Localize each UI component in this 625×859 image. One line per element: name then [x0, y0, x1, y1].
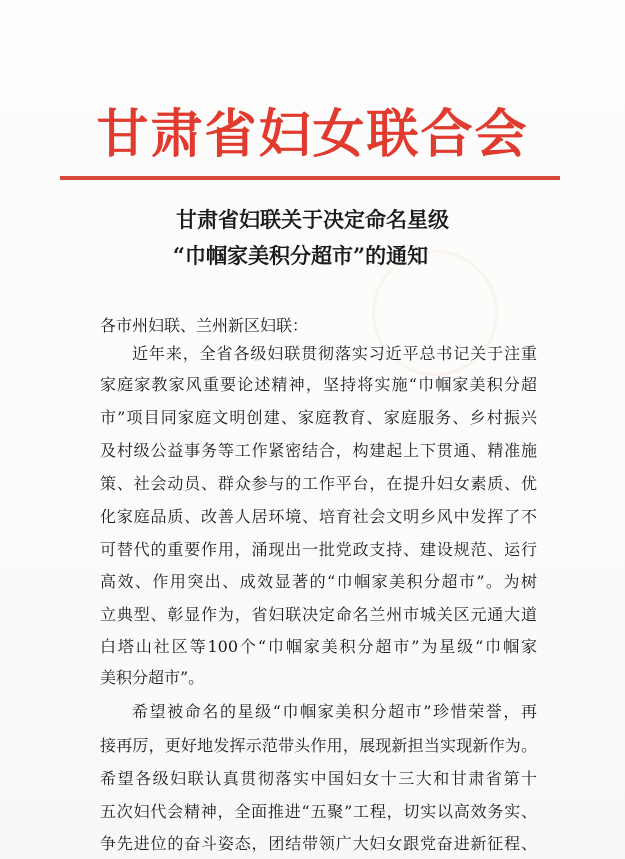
notice-title-line-1: 甘肃省妇联关于决定命名星级: [176, 207, 449, 232]
body-line: 美积分超市”。: [100, 668, 205, 687]
body-line: 化家庭品质、改善人居环境、培育社会文明乡风中发挥了不: [100, 507, 537, 526]
body-line: 高效、作用突出、成效显著的“巾帼家美积分超市”。为树: [100, 572, 537, 591]
body-line: 争先进位的奋斗姿态，团结带领广大妇女跟党奋进新征程、: [100, 834, 537, 853]
body-line: 接再厉，更好地发挥示范带头作用，展现新担当实现新作为。: [100, 736, 537, 755]
body-line: 希望被命名的星级“巾帼家美积分超市”珍惜荣誉，再: [132, 702, 537, 721]
body-line: 可替代的重要作用，涌现出一批党政支持、建设规范、运行: [100, 540, 537, 559]
org-letterhead-title: 甘肃省妇女联合会: [96, 105, 529, 165]
body-line: 立典型、彰显作为，省妇联决定命名兰州市城关区元通大道: [100, 605, 537, 624]
body-line: 市”项目同家庭文明创建、家庭教育、家庭服务、乡村振兴: [100, 408, 537, 427]
body-line: 白塔山社区等100个“巾帼家美积分超市”为星级“巾帼家: [100, 637, 537, 656]
notice-title-line-2: “巾帼家美积分超市”的通知: [172, 243, 429, 268]
body-line: 家庭家教家风重要论述精神，坚持将实施“巾帼家美积分超: [100, 375, 537, 394]
body-line: 策、社会动员、群众参与的工作平台，在提升妇女素质、优: [100, 474, 537, 493]
body-line: 近年来，全省各级妇联贯彻落实习近平总书记关于注重: [132, 344, 537, 363]
body-line: 及村级公益事务等工作紧密结合，构建起上下贯通、精准施: [100, 441, 537, 460]
body-line: 希望各级妇联认真贯彻落实中国妇女十三大和甘肃省第十: [100, 769, 537, 788]
salutation: 各市州妇联、兰州新区妇联：: [100, 316, 309, 335]
body-line: 五次妇代会精神，全面推进“五聚”工程，切实以高效务实、: [100, 802, 537, 821]
letterhead-red-rule: [60, 176, 560, 180]
